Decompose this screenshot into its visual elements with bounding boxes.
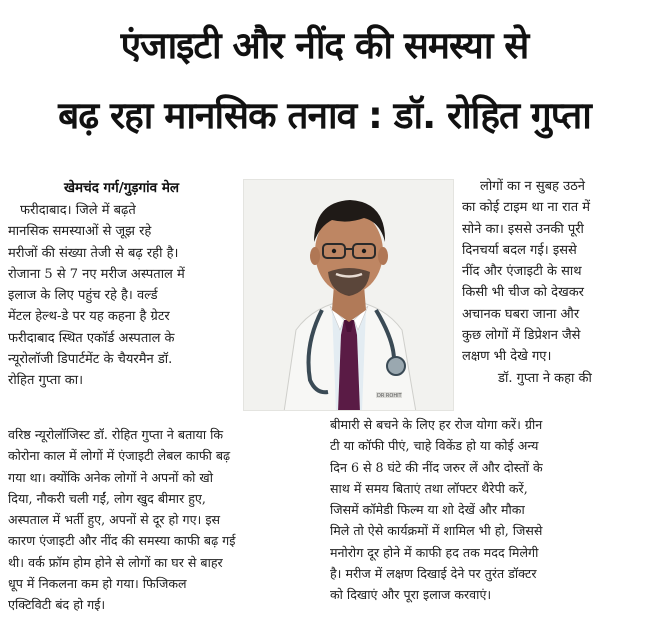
portrait-photo-icon [244,180,454,411]
text-line: फरीदाबाद स्थित एकॉर्ड अस्पताल के [8,330,175,346]
text-line: न्यूरोलॉजी डिपार्टमेंट के चैयरमैन डॉ. [8,352,173,368]
text-line: कुछ लोगों में डिप्रेशन जैसे [462,328,581,344]
article-lower-right-column [330,414,641,606]
text-line: एक्टिविटी बंद हो गई। [8,597,106,613]
text-line: मनोरोग दूर होने में काफी हद तक मदद मिलेगी [330,544,539,560]
coat-badge-text: DR ROHIT [377,393,402,399]
text-line: रोहित गुप्ता का। [8,373,84,389]
text-line: मानसिक समस्याओं से जूझ रहे [8,224,152,240]
text-line: थी। वर्क फ्रॉम होम होने से लोगों का घर से बाहर [8,554,223,570]
portrait-photo [243,179,454,411]
byline: खेमचंद गर्ग/गुड़गांव मेल [64,180,180,196]
text-line: अस्पताल में भर्ती हुए, अपनों से दूर हो गए। इस [8,512,221,528]
text-line: फरीदाबाद। जिले में बढ़ते [20,203,136,218]
text-line: लक्षण भी देखे गए। [462,349,552,365]
text-line: अचानक घबरा जाना और [462,306,580,322]
article-lower-left-column [8,424,300,616]
text-line: सोने का। इससे उनकी पूरी [462,221,584,237]
text-line: मिले तो ऐसे कार्यक्रमों में शामिल भी हो, जिससे [330,523,543,539]
text-line: जिसमें कॉमेडी फिल्म या शो देखें और मौका [330,502,525,518]
text-line: दिया, नौकरी चली गईं, लोग खुद बीमार हुए, [8,490,206,506]
text-line: धूप में निकलना कम हो गया। फिजिकल [8,576,187,592]
text-line: डॉ. गुप्ता ने कहा की [498,370,592,386]
text-line: कोरोना काल में लोगों में एंजाइटी लेबल काफी बढ़ [8,448,231,464]
text-line: लोगों का न सुबह उठने [480,179,585,194]
text-line: गया था। क्योंकि अनेक लोगों ने अपनों को खो [8,469,213,485]
text-line: मरीजों की संख्या तेजी से बढ़ रही है। [8,245,179,261]
text-line: किसी भी चीज को देखकर [462,285,584,301]
text-line: साथ में समय बिताएं तथा लॉफ्टर थैरेपी करें, [330,480,528,496]
text-line: नींद और एंजाइटी के साथ [462,264,582,280]
headline-line-1: एंजाइटी और नींद की समस्या से [120,24,529,67]
headline-line-2: बढ़ रहा मानसिक तनाव : डॉ. रोहित गुप्ता [58,94,591,137]
text-line: टी या कॉफी पीएं, चाहे विकेंड हो या कोई अन्य [330,438,539,454]
text-line: को दिखाएं और पूरा इलाज करवाएं। [330,587,492,603]
text-line: है। मरीज में लक्षण दिखाई देने पर तुरंत डॉक्टर [330,566,537,582]
text-line: वरिष्ठ न्यूरोलॉजिस्ट डॉ. रोहित गुप्ता ने बताया कि [8,427,224,442]
text-line: दिनचर्या बदल गई। इससे [462,242,577,258]
text-line: मेंटल हेल्थ-डे पर यह कहना है ग्रेटर [8,309,170,325]
text-line: बीमारी से बचने के लिए हर रोज योगा करें। ग्रीन [330,417,543,432]
text-line: का कोई टाइम था ना रात में [462,200,591,216]
text-line: दिन 6 से 8 घंटे की नींद जरुर लें और दोस्तों के [330,459,543,475]
text-line: कारण एंजाइटी और नींद की समस्या काफी बढ़ गई [8,533,236,549]
text-line: रोजाना 5 से 7 नए मरीज अस्पताल में [8,266,185,282]
article-right-column [462,176,642,389]
text-line: इलाज के लिए पहुंच रहे है। वर्ल्ड [8,288,158,304]
